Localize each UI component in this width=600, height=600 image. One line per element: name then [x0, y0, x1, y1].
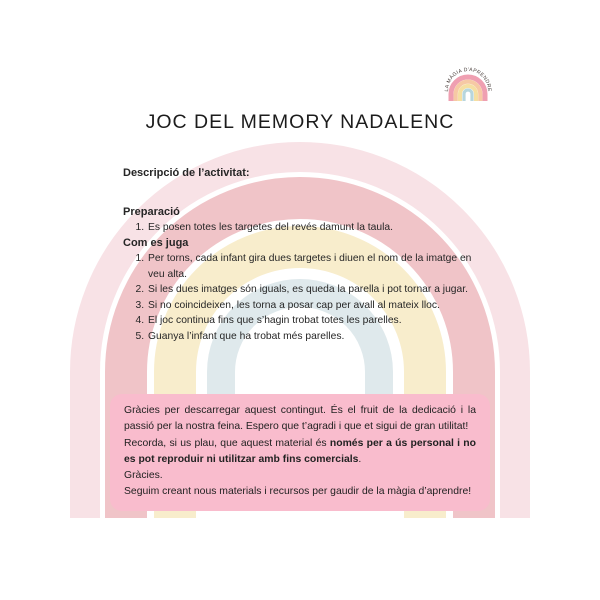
note-paragraph — [124, 484, 476, 500]
page-title: JOC DEL MEMORY NADALENC — [145, 111, 455, 133]
note-text: Gràcies. — [124, 470, 163, 482]
activity-list — [123, 220, 485, 236]
activity-list-item: 5. Guanya l’infant que ha trobat més parelles. — [147, 329, 485, 345]
activity-heading: Descripció de l’activitat: — [123, 167, 250, 179]
logo-arc-blue — [464, 90, 472, 101]
activity-list-item: 4. El joc continua fins que s’hagin trobat totes les parelles. — [147, 313, 485, 329]
note-paragraph — [124, 403, 476, 436]
section-title: Com es juga — [123, 236, 189, 249]
note-paragraph — [124, 436, 476, 469]
activity-sections — [123, 205, 485, 345]
brand-logo-text: LA MÀGIA D'APRENDRE — [443, 66, 493, 92]
note-paragraph — [124, 468, 476, 484]
note-text-bold: només per a ús personal i no es pot reproduir ni utilitzar amb fins comercials — [124, 437, 476, 465]
note-box — [110, 394, 490, 511]
note-text: . — [358, 453, 362, 465]
note-text: Recorda, si us plau, que aquest material és — [124, 437, 330, 449]
activity-list-item: 2. Si les dues imatges són iguals, es queda la parella i pot tornar a jugar. — [147, 282, 485, 298]
brand-logo-rainbow-icon — [438, 48, 498, 108]
activity-list-item: 1. Per torns, cada infant gira dues targetes i diuen el nom de la imatge en veu alta. — [147, 251, 485, 282]
activity-list-item: 3. Si no coincideixen, les torna a posar cap per avall al mateix lloc. — [147, 298, 485, 314]
activity-description — [123, 166, 485, 344]
activity-list-item: 1. Es posen totes les targetes del revés damunt la taula. — [147, 220, 485, 236]
note-text: Gràcies per descarregar aquest contingut. És el fruit de la dedicació i la passió per la nostra feina. Espero que t’agradi i que et sigui de gran utilitat! — [124, 405, 476, 433]
note-text: Seguim creant nous materials i recursos per gaudir de la màgia d’aprendre! — [124, 486, 472, 498]
activity-list — [123, 251, 485, 344]
section-title: Preparació — [123, 205, 180, 218]
logo-arc-yellow — [460, 86, 476, 101]
